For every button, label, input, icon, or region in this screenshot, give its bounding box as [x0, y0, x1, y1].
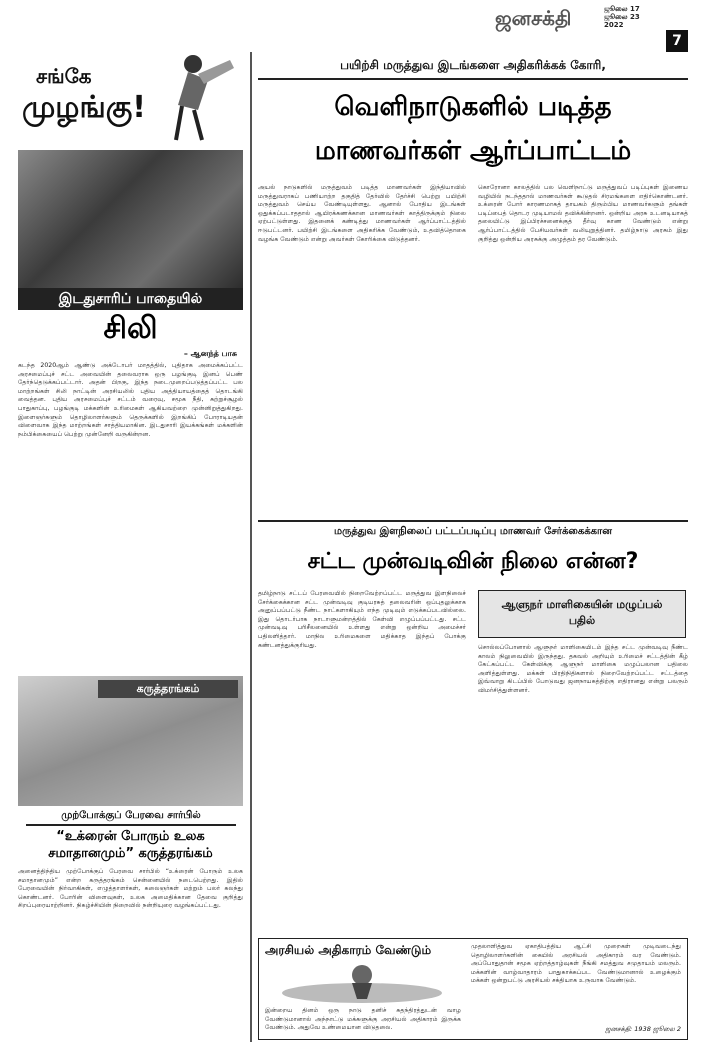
issue-date-line: 2022	[604, 21, 624, 29]
lead-story	[258, 52, 688, 514]
event-body: அனைத்திந்திய முற்போக்குப் பேரவை சார்பில் “உக்ரைன் போரும் உலக சமாதானமும்” என்ற கருத்தரங்கம் சென்னையில் நடைபெற்றது. இதில் பேரவையின் நிர்வாகிகள், எழுத்தாளர்கள், கலைஞர்கள் மற்றும் பலர் கலந்து கொண்டனர். போரின் விளைவுகள், உலக அமைதிக்கான தேவை குறித்து சிறப்புரையாற்றினர். நிகழ்ச்சியின் நிறைவில் நன்றியுரை வழங்கப்பட்டது.	[18, 868, 243, 910]
column-divider	[250, 52, 252, 1042]
second-headline: சட்ட முன்வடிவின் நிலை என்ன?	[307, 549, 639, 574]
event-banner: கருத்தரங்கம்	[98, 680, 238, 698]
second-story	[258, 526, 688, 946]
issue-date	[604, 5, 652, 29]
portrait-photo	[18, 150, 243, 290]
governor-box-title: ஆளுநர் மாளிகையின் மழுப்பல் பதில்	[501, 598, 663, 627]
left-column	[18, 52, 243, 1042]
third-credit: ஜனசக்தி: 1938 ஜூலை 2	[605, 1025, 681, 1033]
cartoon-illustration	[267, 959, 457, 1005]
lead-body-col1: அயல் நாடுகளில் மருத்துவம் படித்த மாணவர்கள் இந்தியாவில் மருத்துவராகப் பணியாற்ற தகுதித் தேர்வில் தேர்ச்சி பெற்று பயிற்சி மருத்துவம் செய்ய வேண்டியுள்ளது. ஆனால் போதிய இடங்கள் ஒதுக்கப்படாததால் ஆயிரக்கணக்கான மாணவர்கள் காத்திருக்கும் நிலை ஏற்பட்டுள்ளது. இதனைக் கண்டித்து மாணவர்கள் ஆர்ப்பாட்டத்தில் ஈடுபட்டனர். பயிற்சி இடங்களை அதிகரிக்க வேண்டும், உதவித்தொகை வழங்க வேண்டும் என்று அவர்கள் கோரிக்கை விடுத்தனர்.	[258, 184, 466, 243]
masthead: ஜனசக்தி	[495, 6, 572, 30]
issue-date-line: ஜூலை 17	[604, 5, 640, 13]
feature-title: சிலி	[103, 311, 158, 346]
series-title-line2: முழங்கு!	[22, 90, 146, 125]
series-title-line1: சங்கே	[36, 64, 92, 88]
byline: – ஆனந்த் பாசு	[183, 349, 237, 358]
feature-body: கடந்த 2020ஆம் ஆண்டு அக்டோபர் மாதத்தில், புதிதாக அமைக்கப்பட்ட அரசமைப்புச் சட்ட அவையின் தலைவராக ஒரு பழங்குடி இனப் பெண் தேர்ந்தெடுக்கப்பட்டார். அதன் பிறகு, இந்த நடைமுறைப்படுத்தப்பட்ட பல மாற்றங்கள் சிலி நாட்டின் அரசியலில் புதிய அத்தியாயத்தைத் தொடங்கி வைத்தன. புதிய அரசமைப்புச் சட்டம் வரைவு, சமூக நீதி, சுற்றுச்சூழல் பாதுகாப்பு, பழங்குடி மக்களின் உரிமைகள் ஆகியவற்றை முன்னிறுத்துகிறது. இளைஞர்களும் தொழிலாளர்களும் தெருக்களில் இறங்கிப் போராடியதன் விளைவாக இந்த மாற்றங்கள் சாத்தியமாகின. இடதுசாரி இயக்கங்கள் மக்களின் நம்பிக்கையைப் பெற்று முன்னேறி வருகின்றன.	[18, 362, 243, 438]
feature-heading: இடதுசாரிப் பாதையில்	[18, 288, 243, 310]
second-body-col2: சொல்லப்போனால் ஆளுநர் மாளிகையிடம் இந்த சட்ட முன்வடிவு நீண்ட காலம் நிலுவையில் இருந்தது. தகவல் அறியும் உரிமைச் சட்டத்தின் கீழ் கேட்கப்பட்ட கேள்விக்கு ஆளுநர் மாளிகை மழுப்பலான பதிலை அளித்துள்ளது. மக்கள் பிரதிநிதிகளால் நிறைவேற்றப்பட்ட சட்டத்தை இவ்வாறு கிடப்பில் போடுவது ஜனநாயகத்திற்கு எதிரானது என்று பலரும் விமர்சித்துள்ளனர்.	[478, 644, 688, 694]
lead-kicker: பயிற்சி மருத்துவ இடங்களை அதிகரிக்கக் கோரி,	[340, 58, 606, 72]
third-body-left: இன்றைய தினம் ஒரு நாடு தனிச் சுதந்திரத்துடன் வாழ வேண்டுமானால் அந்நாட்டு மக்களுக்கு அரசியல் அதிகாரம் இருக்க வேண்டும். அதுவே உண்மையான விடுதலை.	[265, 1007, 461, 1032]
third-story	[258, 938, 688, 1040]
governor-box	[478, 590, 686, 638]
conch-illustration	[168, 50, 238, 142]
page-number: 7	[666, 30, 688, 52]
event-title: “உக்ரைன் போரும் உலக சமாதானமும்” கருத்தரங்கம்	[48, 829, 213, 861]
third-title: அரசியல் அதிகாரம் வேண்டும்	[265, 943, 432, 957]
second-body-col1: தமிழ்நாடு சட்டப் பேரவையில் நிறைவேற்றப்பட்ட மருத்துவ இளநிலைச் சேர்க்கைக்கான சட்ட முன்வடிவு குடியரசுத் தலைவரின் ஒப்புதலுக்காக அனுப்பப்பட்டு நீண்ட நாட்களாகியும் எந்த முடிவும் எடுக்கப்படவில்லை. இது தொடர்பாக நாடாளுமன்றத்தில் கேள்வி எழுப்பப்பட்டது. சட்ட முன்வடிவு பரிசீலனையில் உள்ளது என்று ஒன்றிய அமைச்சர் பதிலளித்தார். மாநில உரிமைகளை மதிக்காத இந்தப் போக்கு கண்டனத்துக்குரியது.	[258, 590, 466, 649]
lead-headline-line1: வெளிநாடுகளில் படித்த	[334, 92, 612, 122]
event-org: முற்போக்குப் பேரவை சார்பில்	[26, 810, 236, 826]
issue-date-line: ஜூலை 23	[604, 13, 640, 21]
second-kicker: மருத்துவ இளநிலைப் பட்டப்படிப்பு மாணவர் சேர்க்கைக்கான	[334, 526, 612, 537]
kicker-rule	[258, 78, 688, 80]
lead-headline-line2: மாணவர்கள் ஆர்ப்பாட்டம்	[314, 136, 632, 166]
section-rule	[258, 520, 688, 522]
lead-body-col2: கொரோனா காலத்தில் பல வெளிநாட்டு மருத்துவப் படிப்புகள் இணைய வழியில் நடந்ததால் மாணவர்கள் கூடுதல் சிரமங்களை எதிர்கொண்டனர். உக்ரைன் போர் காரணமாகத் தாயகம் திரும்பிய மாணவர்களும் தங்கள் படிப்பைத் தொடர முடியாமல் தவிக்கின்றனர். ஒன்றிய அரசு உடனடியாகத் தலையிட்டு இப்பிரச்சனைக்குத் தீர்வு காண வேண்டும் என்று ஆர்ப்பாட்டத்தில் பேசியவர்கள் வலியுறுத்தினர். தமிழ்நாடு அரசும் இது குறித்து ஒன்றிய அரசுக்கு அழுத்தம் தர வேண்டும்.	[478, 184, 688, 243]
third-body-right: முதலாளித்துவ ஏகாதிபத்திய ஆட்சி முறைகள் முடிவடைந்து தொழிலாளர்களின் கையில் அரசியல் அதிகாரம் வர வேண்டும். அப்போதுதான் சமூக ஏற்றத்தாழ்வுகள் நீங்கி சமத்துவ சமுதாயம் மலரும். மக்களின் வாழ்வாதாரம் பாதுகாக்கப்பட வேண்டுமானால் உழைக்கும் மக்கள் ஒன்றுபட்டு அரசியல் சக்தியாக உருவாக வேண்டும்.	[471, 943, 681, 985]
